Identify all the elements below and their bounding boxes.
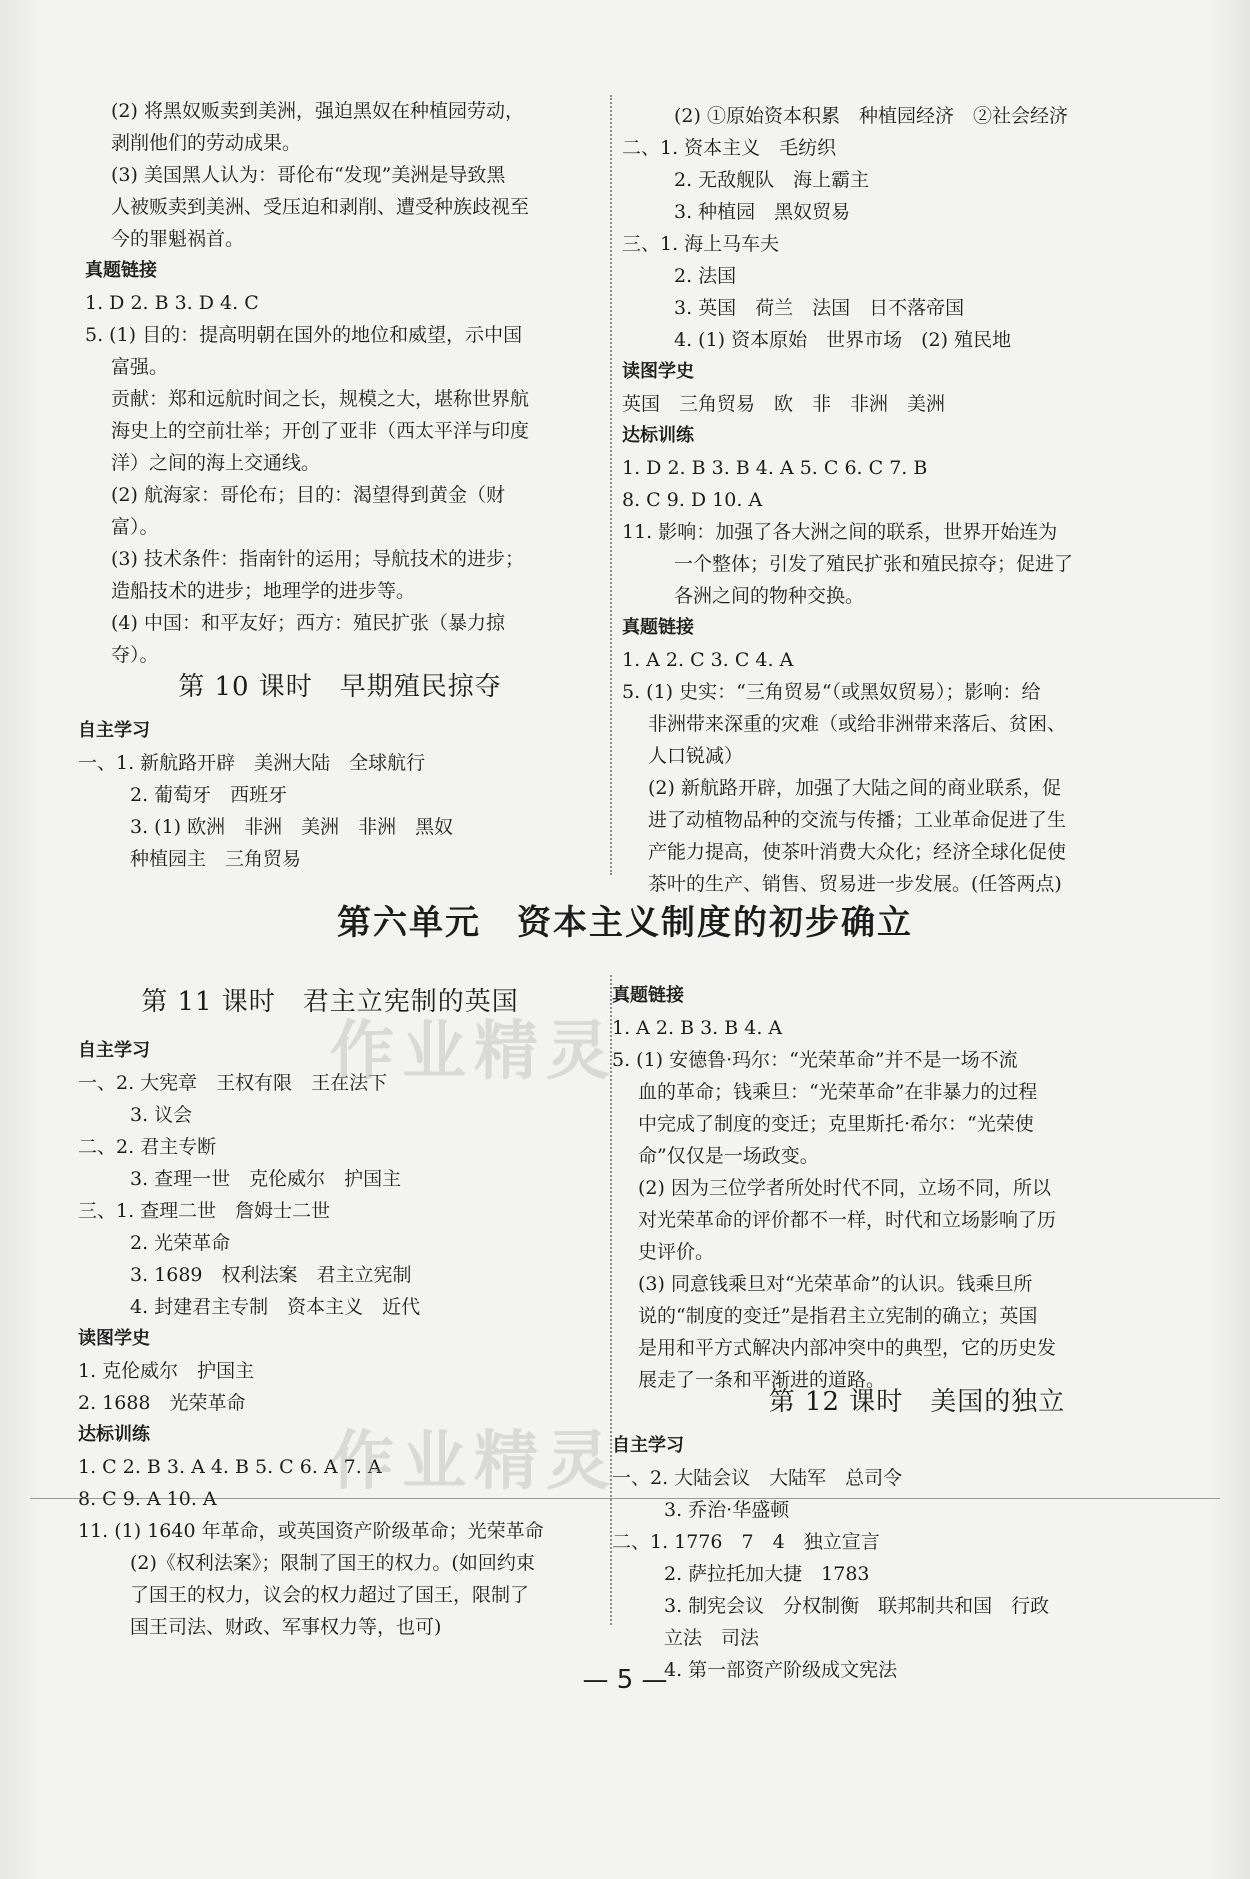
answer-line: 11. (1) 1640 年革命，或英国资产阶级革命；光荣革命 bbox=[78, 1520, 544, 1542]
answer-line: 产能力提高，使茶叶消费大众化；经济全球化促使 bbox=[648, 841, 1067, 863]
answer-line: 是用和平方式解决内部冲突中的典型，它的历史发 bbox=[638, 1337, 1057, 1359]
lesson-11-title: 第 11 课时 君主立宪制的英国 bbox=[141, 987, 519, 1017]
answer-line: (3) 技术条件：指南针的运用；导航技术的进步； bbox=[111, 548, 524, 570]
answer-line: (4) 中国：和平友好；西方：殖民扩张（暴力掠 bbox=[111, 612, 505, 634]
answer-line: 4. (1) 资本原始 世界市场 (2) 殖民地 bbox=[674, 329, 1012, 351]
answer-line: 1. C 2. B 3. A 4. B 5. C 6. A 7. A bbox=[78, 1456, 382, 1478]
upper-left-column bbox=[85, 95, 595, 671]
section-heading: 自主学习 bbox=[78, 720, 150, 741]
answer-line: 二、1. 1776 7 4 独立宣言 bbox=[612, 1531, 880, 1553]
lesson-10-title: 第 10 课时 早期殖民掠夺 bbox=[178, 672, 502, 702]
answer-line: (2) ①原始资本积累 种植园经济 ②社会经济 bbox=[674, 105, 1068, 127]
answer-line: 3. 种植园 黑奴贸易 bbox=[674, 201, 851, 223]
answer-line: 3. 英国 荷兰 法国 日不落帝国 bbox=[674, 297, 965, 319]
answer-line: (3) 美国黑人认为：哥伦布“发现”美洲是导致黑 bbox=[111, 164, 506, 186]
answer-line: 说的“制度的变迁”是指君主立宪制的确立；英国 bbox=[638, 1305, 1038, 1327]
watermark: 作业精灵 bbox=[330, 1425, 618, 1499]
section-heading: 达标训练 bbox=[78, 1424, 150, 1445]
answer-line: 3. (1) 欧洲 非洲 美洲 非洲 黑奴 bbox=[130, 816, 454, 838]
answer-line: 1. 克伦威尔 护国主 bbox=[78, 1360, 255, 1382]
answer-line: 5. (1) 目的：提高明朝在国外的地位和威望，示中国 bbox=[85, 324, 523, 346]
answer-line: (2) 将黑奴贩卖到美洲，强迫黑奴在种植园劳动， bbox=[111, 100, 524, 122]
section-heading: 自主学习 bbox=[612, 1435, 684, 1456]
answer-line: 种植园主 三角贸易 bbox=[130, 848, 302, 870]
section-heading: 真题链接 bbox=[612, 985, 684, 1006]
section-heading: 自主学习 bbox=[78, 1040, 150, 1061]
answer-line: 三、1. 查理二世 詹姆士二世 bbox=[78, 1200, 331, 1222]
answer-line: 4. 封建君主专制 资本主义 近代 bbox=[130, 1296, 421, 1318]
answer-line: 3. 议会 bbox=[130, 1104, 193, 1126]
lesson-12-title: 第 12 课时 美国的独立 bbox=[768, 1387, 1066, 1417]
answer-line: 一个整体；引发了殖民扩张和殖民掠夺；促进了 bbox=[674, 553, 1074, 575]
section-heading: 达标训练 bbox=[622, 425, 694, 446]
answer-line: 人被贩卖到美洲、受压迫和剥削、遭受种族歧视至 bbox=[111, 196, 530, 218]
answer-line: 一、1. 新航路开辟 美洲大陆 全球航行 bbox=[78, 752, 426, 774]
answer-line: 富）。 bbox=[111, 516, 159, 538]
answer-line: 1. A 2. B 3. B 4. A bbox=[612, 1017, 783, 1039]
lesson-10-body bbox=[78, 715, 598, 875]
answer-line: (2) 因为三位学者所处时代不同，立场不同，所以 bbox=[638, 1177, 1051, 1199]
answer-line: 非洲带来深重的灾难（或给非洲带来落后、贫困、 bbox=[648, 713, 1067, 735]
answer-line: 血的革命；钱乘旦：“光荣革命”在非暴力的过程 bbox=[638, 1081, 1038, 1103]
section-heading: 读图学史 bbox=[78, 1328, 150, 1349]
section-heading: 真题链接 bbox=[622, 617, 694, 638]
answer-line: 富强。 bbox=[111, 356, 169, 378]
answer-line: 造船技术的进步；地理学的进步等。 bbox=[111, 580, 416, 602]
answer-line: 5. (1) 史实：“三角贸易“（或黑奴贸易）；影响：给 bbox=[622, 681, 1041, 703]
answer-line: 1. D 2. B 3. B 4. A 5. C 6. C 7. B bbox=[622, 457, 928, 479]
lower-left-column bbox=[78, 1035, 598, 1643]
answer-line: 英国 三角贸易 欧 非 非洲 美洲 bbox=[622, 393, 946, 415]
answer-line: 史评价。 bbox=[638, 1241, 715, 1263]
answer-line: 剥削他们的劳动成果。 bbox=[111, 132, 302, 154]
answer-line: 1. D 2. B 3. D 4. C bbox=[85, 292, 259, 314]
answer-line: 2. 无敌舰队 海上霸主 bbox=[674, 169, 870, 191]
answer-line: 三、1. 海上马车夫 bbox=[622, 233, 780, 255]
answer-line: 海史上的空前壮举；开创了亚非（西太平洋与印度 bbox=[111, 420, 530, 442]
answer-line: 茶叶的生产、销售、贸易进一步发展。(任答两点) bbox=[648, 873, 1062, 895]
answer-line: 2. 法国 bbox=[674, 265, 737, 287]
unit-title: 第六单元 资本主义制度的初步确立 bbox=[337, 903, 913, 943]
answer-line: 3. 查理一世 克伦威尔 护国主 bbox=[130, 1168, 402, 1190]
answer-line: 3. 1689 权利法案 君主立宪制 bbox=[130, 1264, 412, 1286]
answer-line: 一、2. 大陆会议 大陆军 总司令 bbox=[612, 1467, 903, 1489]
answer-line: 各洲之间的物种交换。 bbox=[674, 585, 865, 607]
answer-line: 2. 萨拉托加大捷 1783 bbox=[664, 1563, 870, 1585]
answer-line: 洋）之间的海上交通线。 bbox=[111, 452, 321, 474]
answer-line: 11. 影响：加强了各大洲之间的联系，世界开始连为 bbox=[622, 521, 1058, 543]
answer-line: 贡献：郑和远航时间之长，规模之大，堪称世界航 bbox=[111, 388, 530, 410]
answer-line: (2)《权利法案》；限制了国王的权力。(如回约束 bbox=[130, 1552, 535, 1574]
watermark: 作业精灵 bbox=[330, 1015, 618, 1089]
answer-line: 中完成了制度的变迁；克里斯托·希尔：“光荣使 bbox=[638, 1113, 1034, 1135]
upper-right-column bbox=[622, 100, 1222, 900]
column-divider-upper bbox=[610, 95, 612, 875]
answer-line: 了国王的权力，议会的权力超过了国王，限制了 bbox=[130, 1584, 530, 1606]
answer-line: 3. 乔治·华盛顿 bbox=[664, 1499, 790, 1521]
answer-line: 5. (1) 安德鲁·玛尔：“光荣革命”并不是一场不流 bbox=[612, 1049, 1018, 1071]
lower-right-bottom-column bbox=[612, 1430, 1222, 1686]
answer-line: 立法 司法 bbox=[664, 1627, 760, 1649]
answer-line: 二、2. 君主专断 bbox=[78, 1136, 217, 1158]
answer-line: 进了动植物品种的交流与传播；工业革命促进了生 bbox=[648, 809, 1067, 831]
answer-line: 对光荣革命的评价都不一样，时代和立场影响了历 bbox=[638, 1209, 1057, 1231]
answer-line: 4. 第一部资产阶级成文宪法 bbox=[664, 1659, 898, 1681]
answer-line: 1. A 2. C 3. C 4. A bbox=[622, 649, 794, 671]
answer-line: 今的罪魁祸首。 bbox=[111, 228, 245, 250]
answer-line: 国王司法、财政、军事权力等，也可) bbox=[130, 1616, 442, 1638]
answer-line: 8. C 9. D 10. A bbox=[622, 489, 763, 511]
page-number: — 5 — bbox=[582, 1665, 668, 1695]
answer-line: 3. 制宪会议 分权制衡 联邦制共和国 行政 bbox=[664, 1595, 1050, 1617]
answer-line: 命”仅仅是一场政变。 bbox=[638, 1145, 819, 1167]
answer-line: 夺）。 bbox=[111, 644, 159, 666]
answer-line: 2. 1688 光荣革命 bbox=[78, 1392, 246, 1414]
answer-line: 2. 光荣革命 bbox=[130, 1232, 231, 1254]
answer-line: (2) 航海家：哥伦布；目的：渴望得到黄金（财 bbox=[111, 484, 505, 506]
answer-line: (2) 新航路开辟，加强了大陆之间的商业联系，促 bbox=[648, 777, 1061, 799]
answer-line: 展走了一条和平渐进的道路。 bbox=[638, 1369, 886, 1391]
answer-line: 一、2. 大宪章 王权有限 王在法下 bbox=[78, 1072, 388, 1094]
lower-right-top-column bbox=[612, 980, 1222, 1396]
answer-line: 人口锐减） bbox=[648, 745, 744, 767]
section-heading: 读图学史 bbox=[622, 361, 694, 382]
answer-line: 二、1. 资本主义 毛纺织 bbox=[622, 137, 837, 159]
answer-line: 8. C 9. A 10. A bbox=[78, 1488, 217, 1510]
answer-line: 2. 葡萄牙 西班牙 bbox=[130, 784, 288, 806]
section-heading: 真题链接 bbox=[85, 260, 157, 281]
answer-line: (3) 同意钱乘旦对“光荣革命”的认识。钱乘旦所 bbox=[638, 1273, 1033, 1295]
